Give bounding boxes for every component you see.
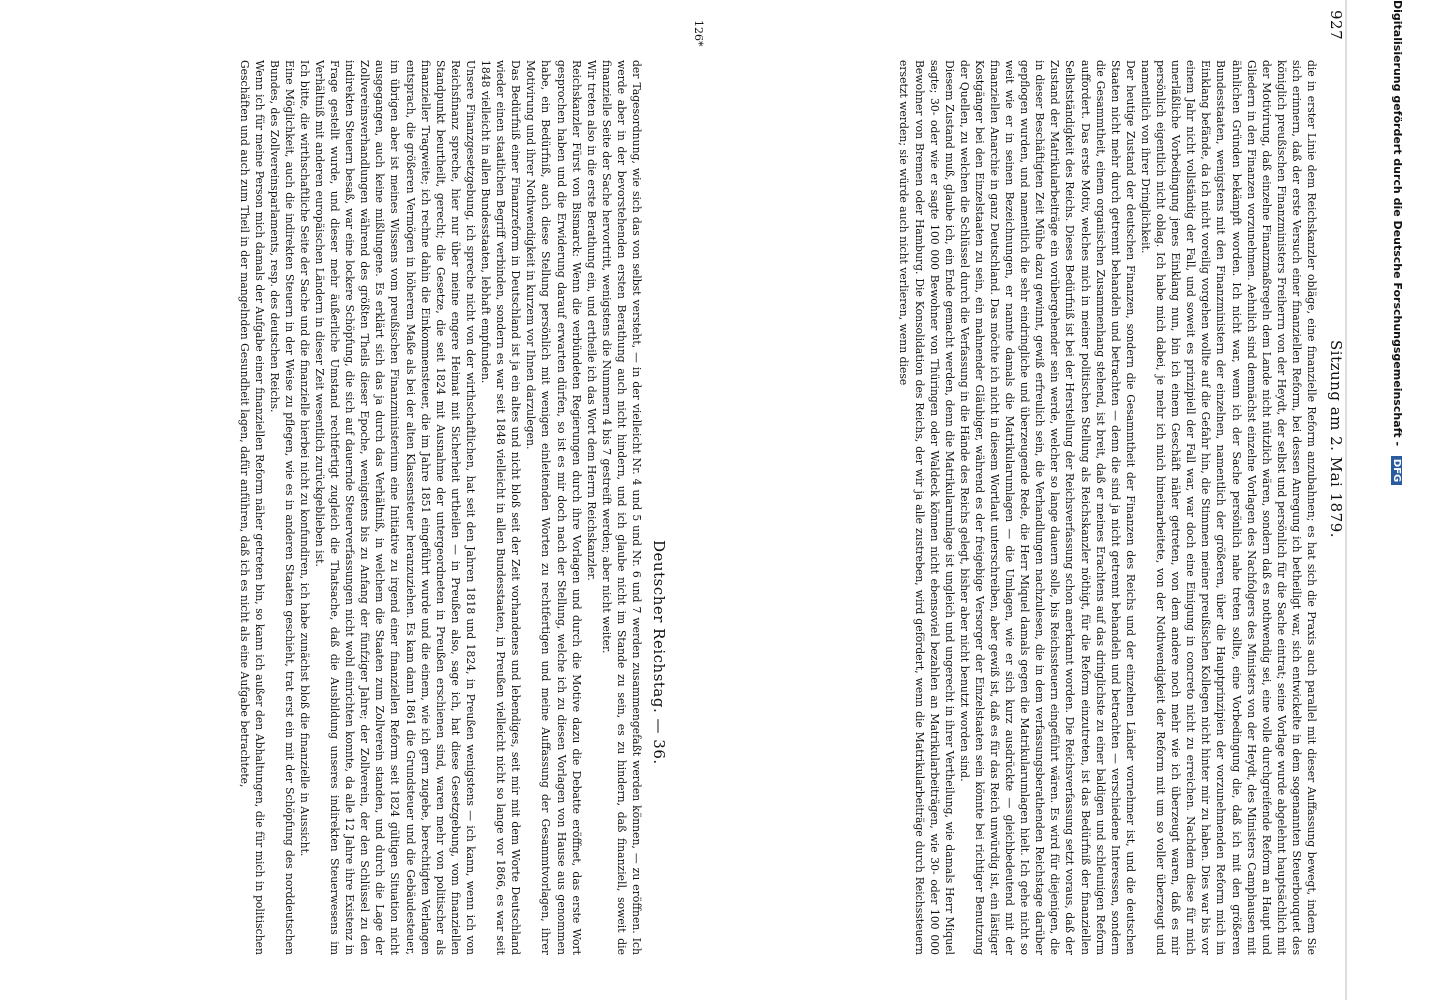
left-page: [108, 60, 668, 960]
digitization-text: Digitalisierung gefördert durch die Deutsche Forschungsgemeinschaft -: [1391, 0, 1404, 447]
right-running-head: Sitzung am 2. Mai 1879.: [1327, 340, 1345, 539]
right-header-row: [1323, 10, 1345, 940]
left-paragraph: Unsere Finanzgesetzgebung, ich spreche nicht von der wirthschaftlichen, hat seit den Jahren 1818 und 1824, in Preußen wenigstens — ich kann, wenn ich von Reichsfinanz spreche, hier nur über meine engere Heimat mit Sicherheit urtheilen — in Preußen also, sage ich, hat diese Gesetzgebung, vom finanziellen Standpunkt beurtheilt, gerecht; die Gesetze, die seit 1824 mit Ausnahme der untergeordneten in Preußen erschienen sind, waren mehr von politischer als finanzieller Tragweite; ich rechne dahin die Einkommensteuer, die im Jahre 1851 eingeführt wurde und die einem, wie ich gern zugebe, berechtigten Verlangen entsprach, die größeren Vermögen in höherem Maße als bei der alten Klassensteuer heranzuziehen. Es kam dann 1861 die Grundsteuer und die Gebäudesteuer, im übrigen aber ist meines Wissens vom preußischen Finanzministerium eine Initiative zu irgend einer finanziellen Reform seit 1824 gültigen Situation nicht ausgegangen, auch keine mißlungene. Es erklärt sich das ja durch das Verhältniß, in welchem die Staaten zum Zollverein standen, und durch die Lage der Zollvereinsverhandlungen während des größten Theils dieser Epoche, wenigstens bis zu Anfang der fünfziger Jahre; der Zollverein, der den Schlüssel zu den indirekten Steuern besaß, war eine lockere Schöpfung, die sich auf dauernde Steuerverfassungen nicht wohl einrichten konnte, da alle 12 Jahre ihre Existenz in Frage gestellt wurde, und dieser mehr äußerliche Umstand rechtfertigt zugleich die Thatsache, daß die Ausbildung unseres indirekten Steuerwesens im Verhältniß mit anderen europäischen Ländern in dieser Zeit wesentlich zurückgeblieben ist.: [313, 60, 477, 955]
right-paragraph: Der heutige Zustand der deutschen Finanzen, sondern die Gesammtheit der Finanzen des Reichs und der einzelnen Länder vornehmer ist, und die deutschen Staaten nicht mehr durch getrennt behandeln und betrachten — denn die sind ja nicht getrennt behandeln und betrachten — verschiedene Interessen, sondern die Gesammtheit, einem organischen Zusammenhang stehend, ist breit, daß er meines Erachtens auf das dringlichste zu einer baldigen und schleunigen Reform auffordert. Das erste Motiv, welches mich in meiner politischen Stellung als Reichskanzler nöthigt, für die Reform einzutreten, ist das Bedürfniß der finanziellen Selbstständigkeit des Reichs. Dieses Bedürfniß ist bei der Herstellung der Reichsverfassung schon anerkannt worden. Die Reichsverfassung setzt voraus, daß der Zustand der Matrikularbeiträge ein vorübergehender sein werde, welcher so lange dauern solle, bis Reichssteuern eingeführt wären. Es wird für diejenigen, die in dieser Beschäftigten Zeit Mühe dazu gewinnt, gewiß erfreulich sein, die Verhandlungen nachzulesen, die in dem verfassungsberathenden Reichstage darüber gepflogen wurden, und namentlich die sehr eindringliche und überzeugende Rede, die Herr Miquel damals gegen die Matrikularumlagen hielt. Ich gehe nicht so weit wie er in seinen Bezeichnungen, er nannte damals die Matrikularumlagen — die Umlagen, wie er sich kurz ausdrückte — gleichbedeutend mit der finanziellen Anarchie in ganz Deutschland. Das möchte ich nicht in diesem Wortlaut unterschreiben, aber gewiß ist, daß es für das Reich unwürdig ist, ein lästiger Kostgänger bei den Einzelstaaten zu sein, ein mahnender Gläubiger, während es der freigebige Versorger der Einzelstaaten sein könnte bei richtiger Benutzung der Quellen, zu welchen die Schlüssel durch die Verfassung in die Hände des Reichs gelegt, bisher aber nicht benutzt worden sind.: [957, 60, 1137, 955]
right-page: [685, 10, 1345, 960]
left-paragraph: der Tagesordnung, wie sich das von selbst versteht, — in der vielleicht Nr. 4 und 5 und Nr. 6 und 7 werden zusammengefaßt werden können, — zu eröffnen. Ich werde aber in der bevorstehenden ersten Berathung auch nicht hindern, und ich glaube nicht im Stande zu sein, es zu hindern, daß finanziell, soweit die finanzielle Seite der Sache hervortritt, wenigstens die Nummern 4 bis 7 gestreift werden; aber nicht weiter.: [599, 60, 643, 955]
signature-mark: 126*: [692, 20, 705, 47]
right-page-text: [699, 60, 1319, 955]
left-paragraph: Wir treten also in die erste Berathung ein, und ertheile ich das Wort dem Herrn Reichskanzler.: [584, 60, 598, 581]
dfg-logo-badge: DFG: [1391, 456, 1402, 485]
left-paragraph: Eine Möglichkeit, auch die indirekten Steuern in der Weise zu pflegen, wie es in anderen Staaten geschieht, trat erst ein mit der Schöpfung des norddeutschen Bundes, des Zollvereinsparlaments, resp. des deutschen Reichs.: [267, 60, 296, 955]
left-paragraph: Wenn ich für meine Person mich damals der Aufgabe einer finanziellen Reform näher getreten bin, so kann ich außer den Abhaltungen, die für mich in politischen Geschäften und auch zum Theil in der mangelnden Gesundheit lagen, dafür anführen, daß ich es nicht als eine Aufgabe betrachtete,: [237, 60, 266, 955]
left-paragraph: Das Bedürfniß einer Finanzreform in Deutschland ist ja ein altes und nicht bloß seit der Zeit vorhandenes und lebendiges, seit mir mit dem Worte Deutschland wieder einen staatlichen Begriff verbinden, sondern es war seit 1848 vielleicht in allen Bundesstaaten, in Preußen vielleicht nicht so lange vor 1866, es war seit 1848 vielleicht in allen Bundesstaaten, lebhaft empfunden.: [479, 60, 523, 955]
scan-edge-shadow: [1345, 0, 1347, 1000]
digitization-note: [1384, 0, 1404, 1000]
right-paragraph: Diesem Zustand muß, glaube ich, ein Ende gemacht werden, denn die Matrikularumlage ist ungleich und ungerecht in ihrer Vertheilung, wie damals Herr Miquel sagte; 30- oder wie er sagte 100 000 Bewohner von Thüringen oder Waldeck können nicht ebensoviel bezahlen an Matrikularbeiträgen, wie 30- oder 100 000 Bewohner von Bremen oder Hamburg. Die Konsolidation des Reichs, der wir ja alle zustreben, wird gefördert, wenn die Matrikularbeiträge durch Reichssteuern ersetzt werden; sie würde auch nicht verlieren, wenn diese: [897, 60, 956, 955]
left-page-text: [114, 60, 644, 955]
left-running-head: Deutscher Reichstag. — 36.: [650, 540, 668, 765]
left-paragraph: Ich bitte, die wirthschaftliche Seite der Sache und die finanzielle hierbei nicht zu konfundiren, ich habe zunächst bloß die finanzielle in Aussicht.: [297, 60, 311, 857]
left-paragraph: Reichskanzler Fürst von Bismarck: Wenn die verbündeten Regierungen durch ihre Vorlagen und durch die Motive dazu die Debatte eröffnet, das erste Wort gesprochen haben und die Erwiderung darauf erwarten dürfen, so ist es mir doch nach der Stellung, welche ich zu diesen Vorlagen von Hause aus genommen habe, ein Bedürfniß, auch diese Stellung persönlich mit wenigen einleitenden Worten zu rechtfertigen und meine Auffassung der Gesammtvorlagen, ihrer Motivirung und ihrer Nothwendigkeit in kurzem vor Ihnen darzulegen.: [524, 60, 583, 955]
right-paragraph: die in erster Linie dem Reichskanzler obläge, eine finanzielle Reform anzubahnen; es hat sich die Praxis auch parallel mit dieser Auffassung bewegt, indem Sie sich erinnern, daß der erste Versuch einer finanziellen Reform, bei dessen Anregung ich betheiligt war, sich entwickelte in dem sogenannten Steuerbouquet des königlich preußischen Finanzministers Freiherrn von der Heydt, der selbst und persönlich für die Sache eintrat; seine Vorlage wurde abgelehnt hauptsächlich mit der Motivirung, daß einzelne Finanzmaßregeln dem Lande nicht nützlich wären, sondern daß es nothwendig sei, eine volle durchgreifende Reform an Haupt und Gliedern in den Finanzen vorzunehmen. Aehnlich sind demnächst einzelne Vorlagen des Nachfolgers des Ministers von der Heydt, des Ministers Camphausen mit ähnlichen Gründen bekämpft worden. Ich nicht war, wenn ich der Sache persönlich nahe treten sollte, eine Vorbedingung die, daß ich mit den größeren Bundesstaaten, wenigstens mit den Finanzministern der einzelnen, namentlich der größeren, über die Hauptprinzipien der vorzunehmenden Reform mich im Einklang befände, da ich nicht voreilig vorgehen wollte auf die Gefahr hin, die Stimmen meiner preußischen Kollegen nicht hinter mir zu haben. Dies war bis vor einem Jahr nicht vollständig der Fall, und soweit es prinzipiell der Fall war, war doch eine Einigung in concreto nicht zu erreichen. Nachdem diese für mich unerläßliche Vorbedingung jenes Einklang nun, bin ich einem Geschäft näher getreten, von dem andere noch mehr wie ich überzeugt waren, daß es mir persönlich eigentlich nicht oblag. Ich habe mich dabei, je mehr ich mich hineinarbeitete, von der Nothwendigkeit der Reform mit um so voller überzeugt und namentlich von ihrer Dringlichkeit.: [1138, 60, 1318, 955]
page-number: 927: [1327, 10, 1345, 41]
